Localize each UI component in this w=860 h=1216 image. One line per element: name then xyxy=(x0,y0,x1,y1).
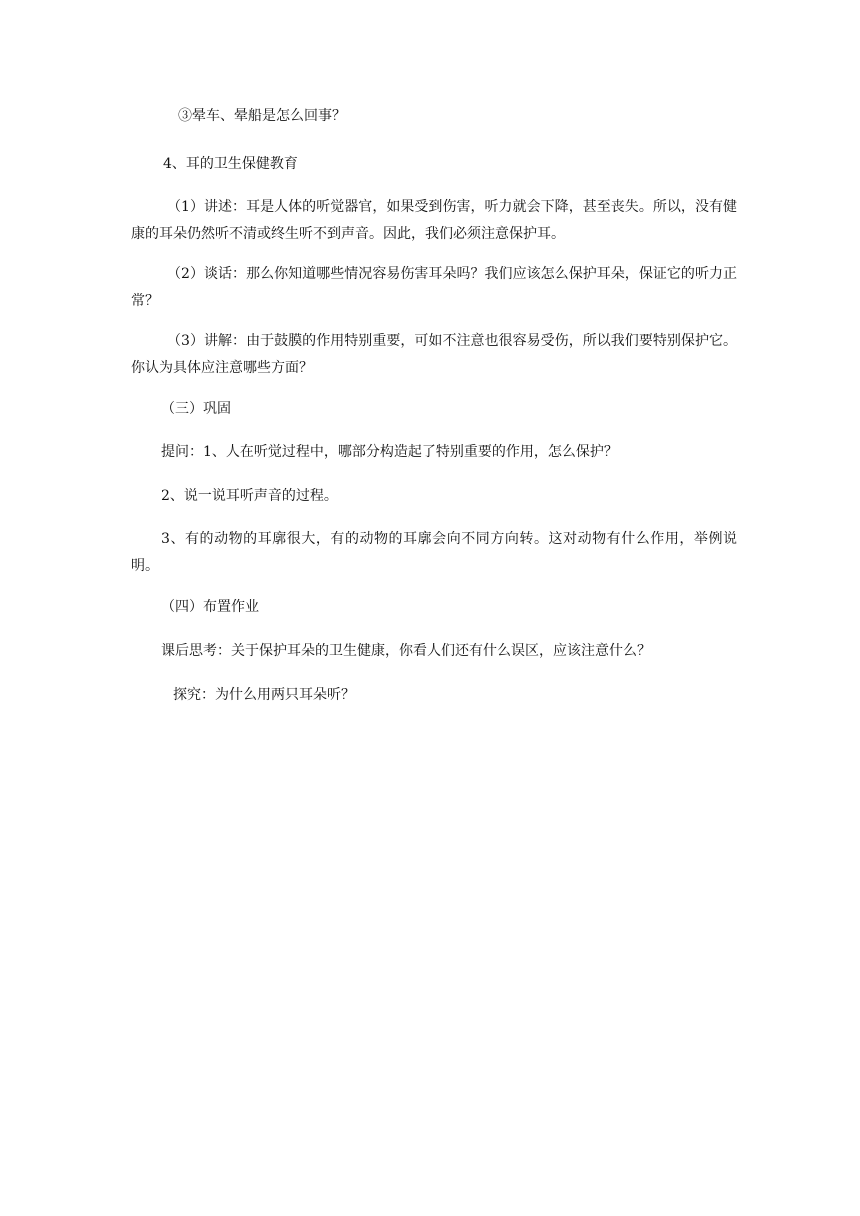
heading-ear-hygiene-education: 4、耳的卫生保健教育 xyxy=(163,156,298,172)
heading-homework: （四）布置作业 xyxy=(161,599,259,615)
heading-consolidation: （三）巩固 xyxy=(161,401,231,417)
paragraph-question-2: 2、说一说耳听声音的过程。 xyxy=(161,488,338,504)
paragraph-inquiry: 探究：为什么用两只耳朵听？ xyxy=(173,687,355,703)
paragraph-question-1: 提问：1、人在听觉过程中，哪部分构造起了特别重要的作用，怎么保护？ xyxy=(161,444,618,460)
paragraph-motion-sickness-question: ③晕车、晕船是怎么回事？ xyxy=(178,108,346,124)
paragraph-explanation: （3）讲解：由于鼓膜的作用特别重要，可如不注意也很容易受伤，所以我们要特别保护它。你认为具体应注意哪些方面？ xyxy=(131,333,737,376)
paragraph-discussion: （2）谈话：那么你知道哪些情况容易伤害耳朵吗？我们应该怎么保护耳朵，保证它的听力正常？ xyxy=(131,266,737,309)
paragraph-after-class-thinking: 课后思考：关于保护耳朵的卫生健康，你看人们还有什么误区，应该注意什么？ xyxy=(161,643,651,659)
paragraph-lecture: （1）讲述：耳是人体的听觉器官，如果受到伤害，听力就会下降，甚至丧失。所以，没有健康的耳朵仍然听不清或终生听不到声音。因此，我们必须注意保护耳。 xyxy=(131,199,737,242)
paragraph-question-3: 3、有的动物的耳廓很大，有的动物的耳廓会向不同方向转。这对动物有什么作用，举例说明。 xyxy=(131,531,737,574)
